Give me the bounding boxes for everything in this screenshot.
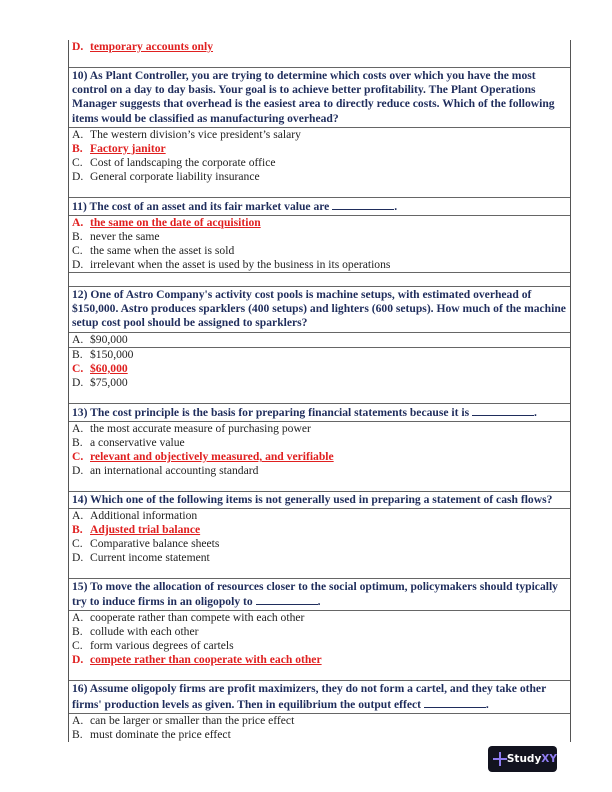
options-15 [69, 611, 570, 681]
question-number: 16) [72, 682, 88, 696]
question-12 [69, 287, 570, 333]
option-letter: B. [72, 523, 83, 537]
option-letter: D. [72, 551, 84, 565]
punctuation: . [534, 405, 537, 419]
option-d [72, 170, 567, 184]
option-text: collude with each other [90, 625, 199, 639]
option-a [72, 714, 567, 728]
option-text: form various degrees of cartels [90, 639, 234, 653]
option-d [72, 258, 567, 272]
option-letter: A. [72, 127, 84, 141]
option-c [72, 156, 567, 170]
question-text: The cost of an asset and its fair market value are [89, 199, 330, 213]
option-text: Current income statement [90, 551, 210, 565]
option-text: $60,000 [90, 361, 128, 375]
option-d [72, 376, 567, 390]
option-c [72, 537, 567, 551]
answer-blank [256, 594, 318, 605]
option-letter: B. [72, 141, 83, 155]
brand-accent: XY [541, 753, 557, 765]
option-letter: A. [72, 421, 84, 435]
option-b-correct [72, 523, 567, 537]
option-text: General corporate liability insurance [90, 169, 260, 183]
question-number: 11) [72, 199, 87, 213]
option-d [72, 464, 567, 478]
option-text: Factory janitor [90, 141, 166, 155]
question-10 [69, 68, 570, 128]
option-text: must dominate the price effect [90, 727, 231, 741]
question-text: Assume oligopoly firms are profit maximizers, they do not form a cartel, and they take other firms' production levels as given. Then in equilibrium the output effect [72, 682, 547, 711]
option-b-correct [72, 142, 567, 156]
option-letter: B. [72, 625, 83, 639]
brand-name [507, 753, 557, 765]
plus-icon [493, 752, 503, 766]
question-text: As Plant Controller, you are trying to determine which costs over which you have the most control on a day to day basis. Your goal is to achieve better profitability. The Plant Operations Manager suggests that overhead is the easiest area to directly reduce costs. Which of the following items would be classified as manufacturing overhead? [72, 69, 555, 125]
options-11 [69, 216, 570, 273]
option-text: cooperate rather than compete with each other [90, 611, 305, 625]
option-letter: A. [72, 332, 84, 346]
question-number: 13) [72, 405, 88, 419]
option-letter: C. [72, 155, 83, 169]
option-letter: C. [72, 449, 84, 463]
option-letter: C. [72, 361, 84, 375]
option-text: $150,000 [90, 347, 134, 361]
option-letter: D. [72, 375, 84, 389]
options-16 [69, 714, 570, 742]
options-14 [69, 509, 570, 579]
option-b [72, 728, 567, 742]
option-text: Cost of landscaping the corporate office [90, 155, 276, 169]
options-13 [69, 422, 570, 492]
option-letter: A. [72, 509, 84, 523]
option-c-correct [72, 450, 567, 464]
option-a [72, 422, 567, 436]
question-text: The cost principle is the basis for preparing financial statements because it is [90, 405, 470, 419]
question-number: 15) [72, 580, 88, 594]
question-13 [69, 404, 570, 422]
punctuation: . [394, 199, 398, 213]
option-letter: B. [72, 727, 83, 741]
option-text: an international accounting standard [90, 463, 259, 477]
option-a-correct [72, 216, 567, 230]
option-text: the most accurate measure of purchasing power [90, 421, 311, 435]
quiz-document [68, 40, 571, 742]
option-a [72, 611, 567, 625]
quiz-table [68, 40, 571, 742]
option-letter: B. [72, 347, 83, 361]
question-14 [69, 492, 570, 509]
studyxy-badge[interactable] [488, 746, 557, 772]
option-text: Additional information [90, 509, 198, 523]
option-correct [72, 40, 567, 54]
option-a [72, 333, 567, 347]
option-letter: D. [72, 258, 84, 272]
option-letter: D. [72, 40, 84, 53]
blank-row [69, 273, 570, 287]
option-text: Adjusted trial balance [90, 523, 201, 537]
question-number: 14) [72, 492, 88, 506]
option-a [72, 128, 567, 142]
question-text: One of Astro Company's activity cost pools is machine setups, with estimated overhead of $150,000. Astro produces sparklers (400 setups) and lighters (600 setups). How much of the machine setup cost pool should be assigned to sparklers? [72, 288, 566, 330]
option-a [72, 509, 567, 523]
question-15 [69, 579, 570, 611]
option-b [72, 436, 567, 450]
option-b [72, 230, 567, 244]
option-letter: C. [72, 639, 83, 653]
option-text: relevant and objectively measured, and verifiable [90, 449, 334, 463]
question-11 [69, 198, 570, 216]
option-letter: A. [72, 713, 84, 727]
option-text: $75,000 [90, 375, 128, 389]
option-letter: C. [72, 537, 83, 551]
options-10 [69, 128, 570, 198]
question-text: Which one of the following items is not generally used in preparing a statement of cash flows? [90, 492, 553, 506]
option-d-correct [72, 653, 567, 667]
answer-blank [424, 697, 486, 708]
question-16 [69, 681, 570, 713]
option-text: temporary accounts only [90, 40, 214, 53]
option-text: irrelevant when the asset is used by the business in its operations [90, 258, 391, 272]
option-text: can be larger or smaller than the price effect [90, 713, 295, 727]
option-c [72, 244, 567, 258]
punctuation: . [485, 697, 489, 711]
option-text: the same when the asset is sold [90, 244, 235, 258]
option-letter: B. [72, 230, 83, 244]
answer-blank [332, 199, 394, 210]
option-b [72, 348, 567, 362]
option-text: compete rather than cooperate with each other [90, 653, 322, 667]
option-text: The western division’s vice president’s salary [90, 127, 301, 141]
option-text: Comparative balance sheets [90, 537, 220, 551]
option-letter: A. [72, 611, 84, 625]
option-letter: B. [72, 435, 83, 449]
options-12 [69, 348, 570, 404]
option-b [72, 625, 567, 639]
question-number: 10) [72, 69, 88, 82]
carryover-answer-row [69, 40, 570, 68]
options-12-a [69, 333, 570, 348]
punctuation: . [317, 595, 321, 609]
answer-blank [472, 405, 534, 416]
option-letter: D. [72, 169, 84, 183]
option-text: the same on the date of acquisition [90, 216, 261, 230]
option-c [72, 639, 567, 653]
option-d [72, 551, 567, 565]
question-text: To move the allocation of resources closer to the social optimum, policymakers should typically try to induce firms in an oligopoly to [72, 580, 558, 609]
question-number: 12) [72, 288, 88, 302]
option-letter: D. [72, 653, 84, 667]
option-letter: C. [72, 244, 83, 258]
option-text: a conservative value [90, 435, 185, 449]
option-c-correct [72, 362, 567, 376]
option-letter: A. [72, 216, 84, 230]
brand-main: Study [506, 753, 542, 765]
option-letter: D. [72, 463, 84, 477]
option-text: $90,000 [90, 332, 128, 346]
option-text: never the same [90, 230, 160, 244]
